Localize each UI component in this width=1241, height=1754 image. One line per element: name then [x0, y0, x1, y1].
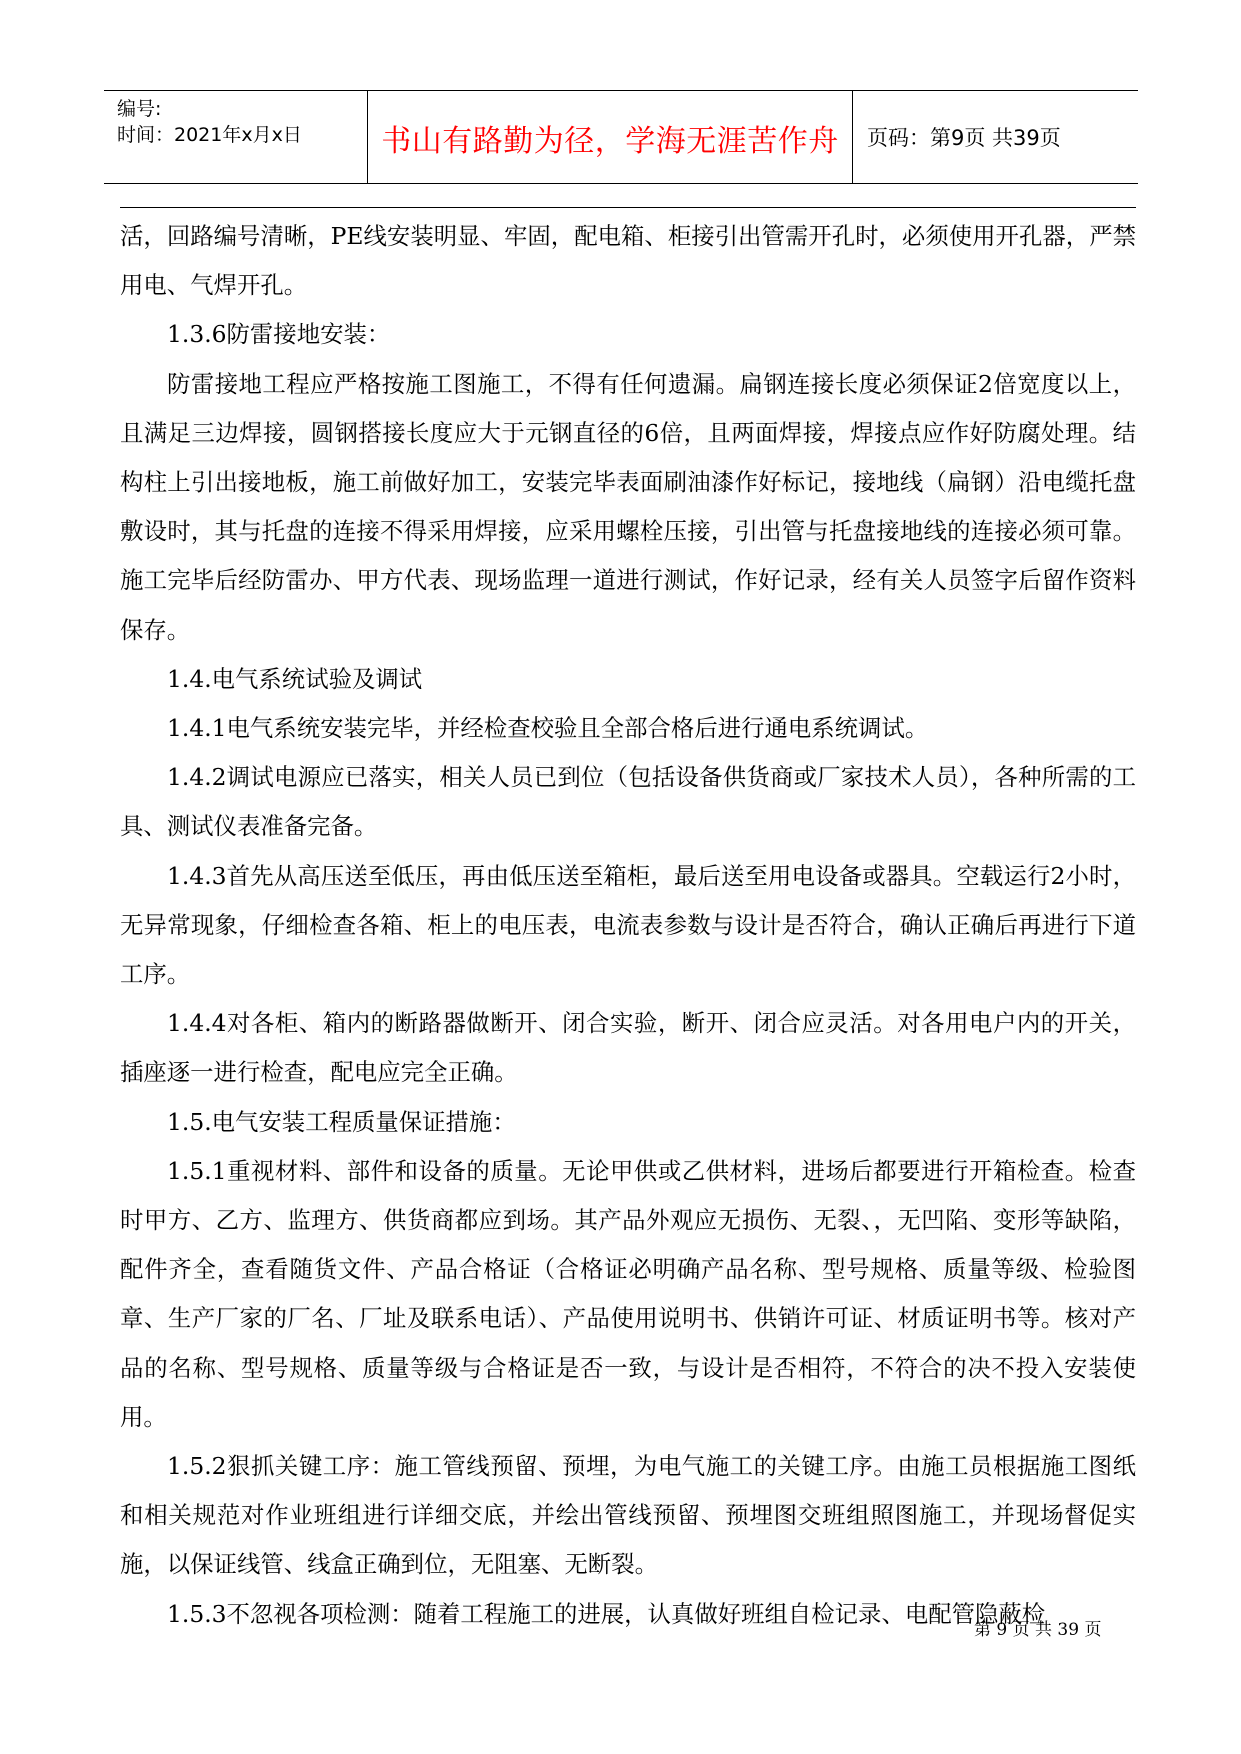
section-heading-1-5: 1.5.电气安装工程质量保证措施：	[167, 1107, 516, 1136]
header-page-cell	[853, 91, 1138, 183]
section-heading-1-3-6: 1.3.6防雷接地安装：	[167, 320, 391, 349]
paragraph-continuation: 活，回路编号清晰，PE线安装明显、牢固，配电箱、柜接引出管需开孔时，必须使用开孔器，严禁用电、气焊开孔。	[120, 222, 1136, 300]
paragraph-1-4-1: 1.4.1电气系统安装完毕，并经检查校验且全部合格后进行通电系统调试。	[167, 714, 929, 743]
content-top-divider	[120, 207, 1136, 208]
page-footer: 第 9 页 共 39 页	[974, 1620, 1102, 1640]
paragraph-lightning-grounding: 防雷接地工程应严格按施工图施工，不得有任何遗漏。扁钢连接长度必须保证2倍宽度以上，且满足三边焊接，圆钢搭接长度应大于元钢直径的6倍，且两面焊接，焊接点应作好防腐处理。结构柱上引出接地板，施工前做好加工，安装完毕表面刷油漆作好标记，接地线（扁钢）沿电缆托盘敷设时，其与托盘的连接不得采用焊接，应采用螺栓压接，引出管与托盘接地线的连接必须可靠。施工完毕后经防雷办、甲方代表、现场监理一道进行测试，作好记录，经有关人员签字后留作资料保存。	[120, 369, 1136, 644]
paragraph-1-5-2: 1.5.2狠抓关键工序：施工管线预留、预埋，为电气施工的关键工序。由施工员根据施工图纸和相关规范对作业班组进行详细交底，并绘出管线预留、预埋图交班组照图施工，并现场督促实施，以保证线管、线盒正确到位，无阻塞、无断裂。	[120, 1452, 1136, 1579]
paragraph-1-4-3: 1.4.3首先从高压送至低压，再由低压送至箱柜，最后送至用电设备或器具。空载运行2小时，无异常现象，仔细检查各箱、柜上的电压表，电流表参数与设计是否符合，确认正确后再进行下道工序。	[120, 861, 1136, 989]
paragraph-1-5-1: 1.5.1重视材料、部件和设备的质量。无论甲供或乙供材料，进场后都要进行开箱检查。检查时甲方、乙方、监理方、供货商都应到场。其产品外观应无损伤、无裂、，无凹陷、变形等缺陷，配件齐全，查看随货文件、产品合格证（合格证必明确产品名称、型号规格、质量等级、检验图章、生产厂家的厂名、厂址及联系电话）、产品使用说明书、供销许可证、材质证明书等。核对产品的名称、型号规格、质量等级与合格证是否一致，与设计是否相符，不符合的决不投入安装使用。	[120, 1156, 1136, 1431]
document-body	[120, 212, 1136, 1639]
motto-text: 书山有路勤为径，学海无涯苦作舟	[381, 124, 839, 159]
paragraph-1-4-4: 1.4.4对各柜、箱内的断路器做断开、闭合实验，断开、闭合应灵活。对各用电户内的开关，插座逐一进行检查，配电应完全正确。	[120, 1009, 1136, 1087]
document-time: 时间：2021年x月x日	[117, 124, 302, 146]
document-number-label: 编号:	[117, 98, 162, 120]
page-header	[104, 90, 1138, 184]
paragraph-1-5-3: 1.5.3不忽视各项检测：随着工程施工的进展，认真做好班组自检记录、电配管隐蔽检	[167, 1599, 1046, 1628]
header-meta-cell	[104, 91, 368, 183]
header-page-number: 页码：第9页 共39页	[867, 126, 1061, 150]
header-motto-cell	[368, 91, 853, 183]
section-heading-1-4: 1.4.电气系统试验及调试	[167, 664, 423, 693]
paragraph-1-4-2: 1.4.2调试电源应已落实，相关人员已到位（包括设备供货商或厂家技术人员），各种所需的工具、测试仪表准备完备。	[120, 763, 1136, 841]
